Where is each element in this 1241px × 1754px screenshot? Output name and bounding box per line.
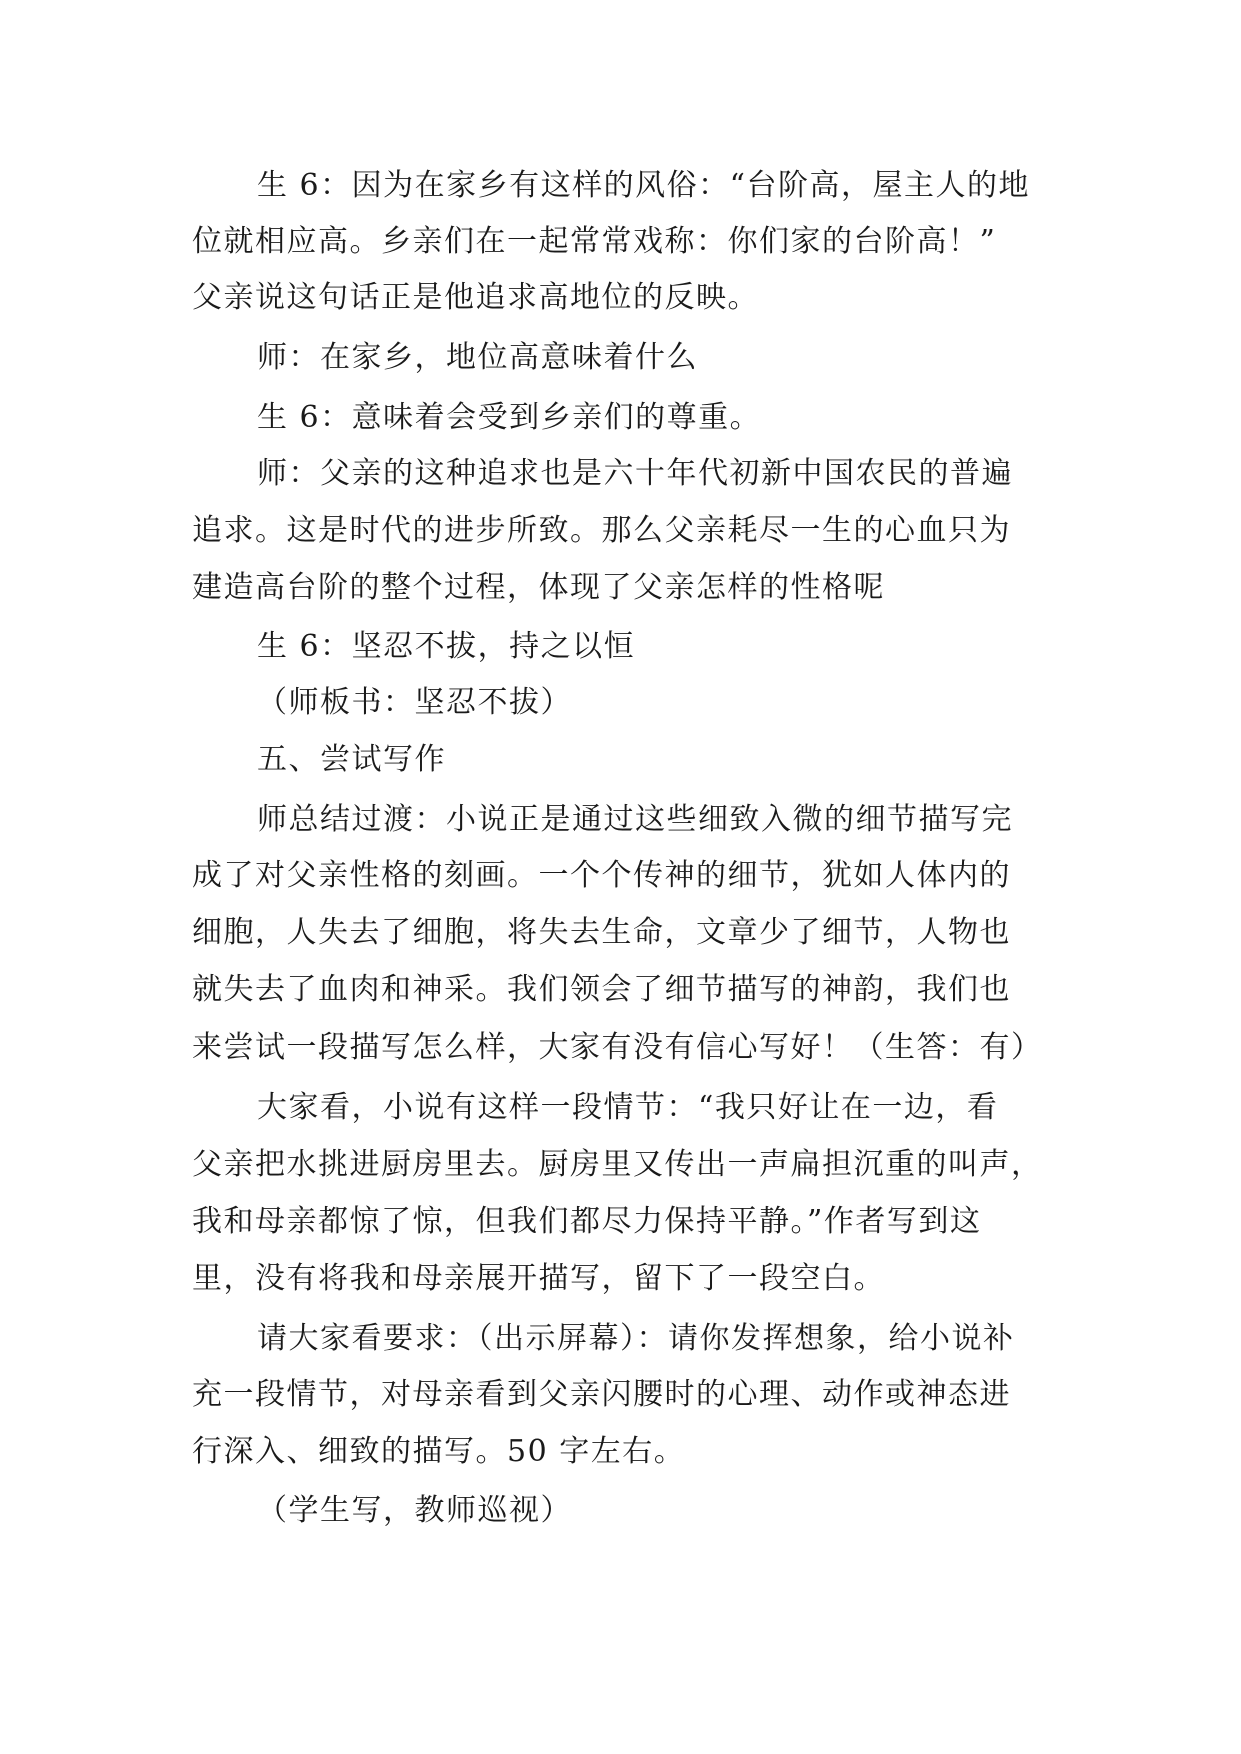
section-heading: 五、尝试写作: [257, 742, 446, 777]
text-line: 师：父亲的这种追求也是六十年代初新中国农民的普遍: [257, 456, 1013, 491]
text-line: 追求。这是时代的进步所致。那么父亲耗尽一生的心血只为: [192, 513, 1011, 548]
text-line: 细胞，人失去了细胞，将失去生命，文章少了细节，人物也: [192, 915, 1011, 950]
text-line: 生 6：坚忍不拔，持之以恒: [257, 629, 636, 664]
text-line: 位就相应高。乡亲们在一起常常戏称：你们家的台阶高！”: [192, 224, 997, 259]
text-line: 师：在家乡，地位高意味着什么: [257, 340, 698, 375]
text-line: 成了对父亲性格的刻画。一个个传神的细节，犹如人体内的: [192, 858, 1011, 893]
text-line: 大家看，小说有这样一段情节：“我只好让在一边，看: [257, 1090, 999, 1125]
text-line: 父亲说这句话正是他追求高地位的反映。: [192, 280, 759, 315]
text-line: （师板书：坚忍不拔）: [257, 685, 572, 720]
text-line: 建造高台阶的整个过程，体现了父亲怎样的性格呢: [192, 570, 885, 605]
text-line: 请大家看要求：（出示屏幕）：请你发挥想象，给小说补: [257, 1321, 1015, 1356]
text-line: 师总结过渡：小说正是通过这些细致入微的细节描写完: [257, 802, 1013, 837]
text-line: 我和母亲都惊了惊，但我们都尽力保持平静。”作者写到这: [192, 1204, 982, 1239]
text-line: 生 6：意味着会受到乡亲们的尊重。: [257, 400, 762, 435]
text-line: 生 6：因为在家乡有这样的风俗：“台阶高，屋主人的地: [257, 168, 1030, 203]
text-line: 里，没有将我和母亲展开描写，留下了一段空白。: [192, 1261, 885, 1296]
text-line: 充一段情节，对母亲看到父亲闪腰时的心理、动作或神态进: [192, 1377, 1011, 1412]
text-line: 父亲把水挑进厨房里去。厨房里又传出一声扁担沉重的叫声，: [192, 1147, 1043, 1182]
text-line: 来尝试一段描写怎么样，大家有没有信心写好！（生答：有）: [192, 1030, 1043, 1065]
text-line: （学生写，教师巡视）: [257, 1493, 572, 1528]
text-line: 行深入、细致的描写。50 字左右。: [192, 1434, 686, 1469]
text-line: 就失去了血肉和神采。我们领会了细节描写的神韵，我们也: [192, 972, 1011, 1007]
